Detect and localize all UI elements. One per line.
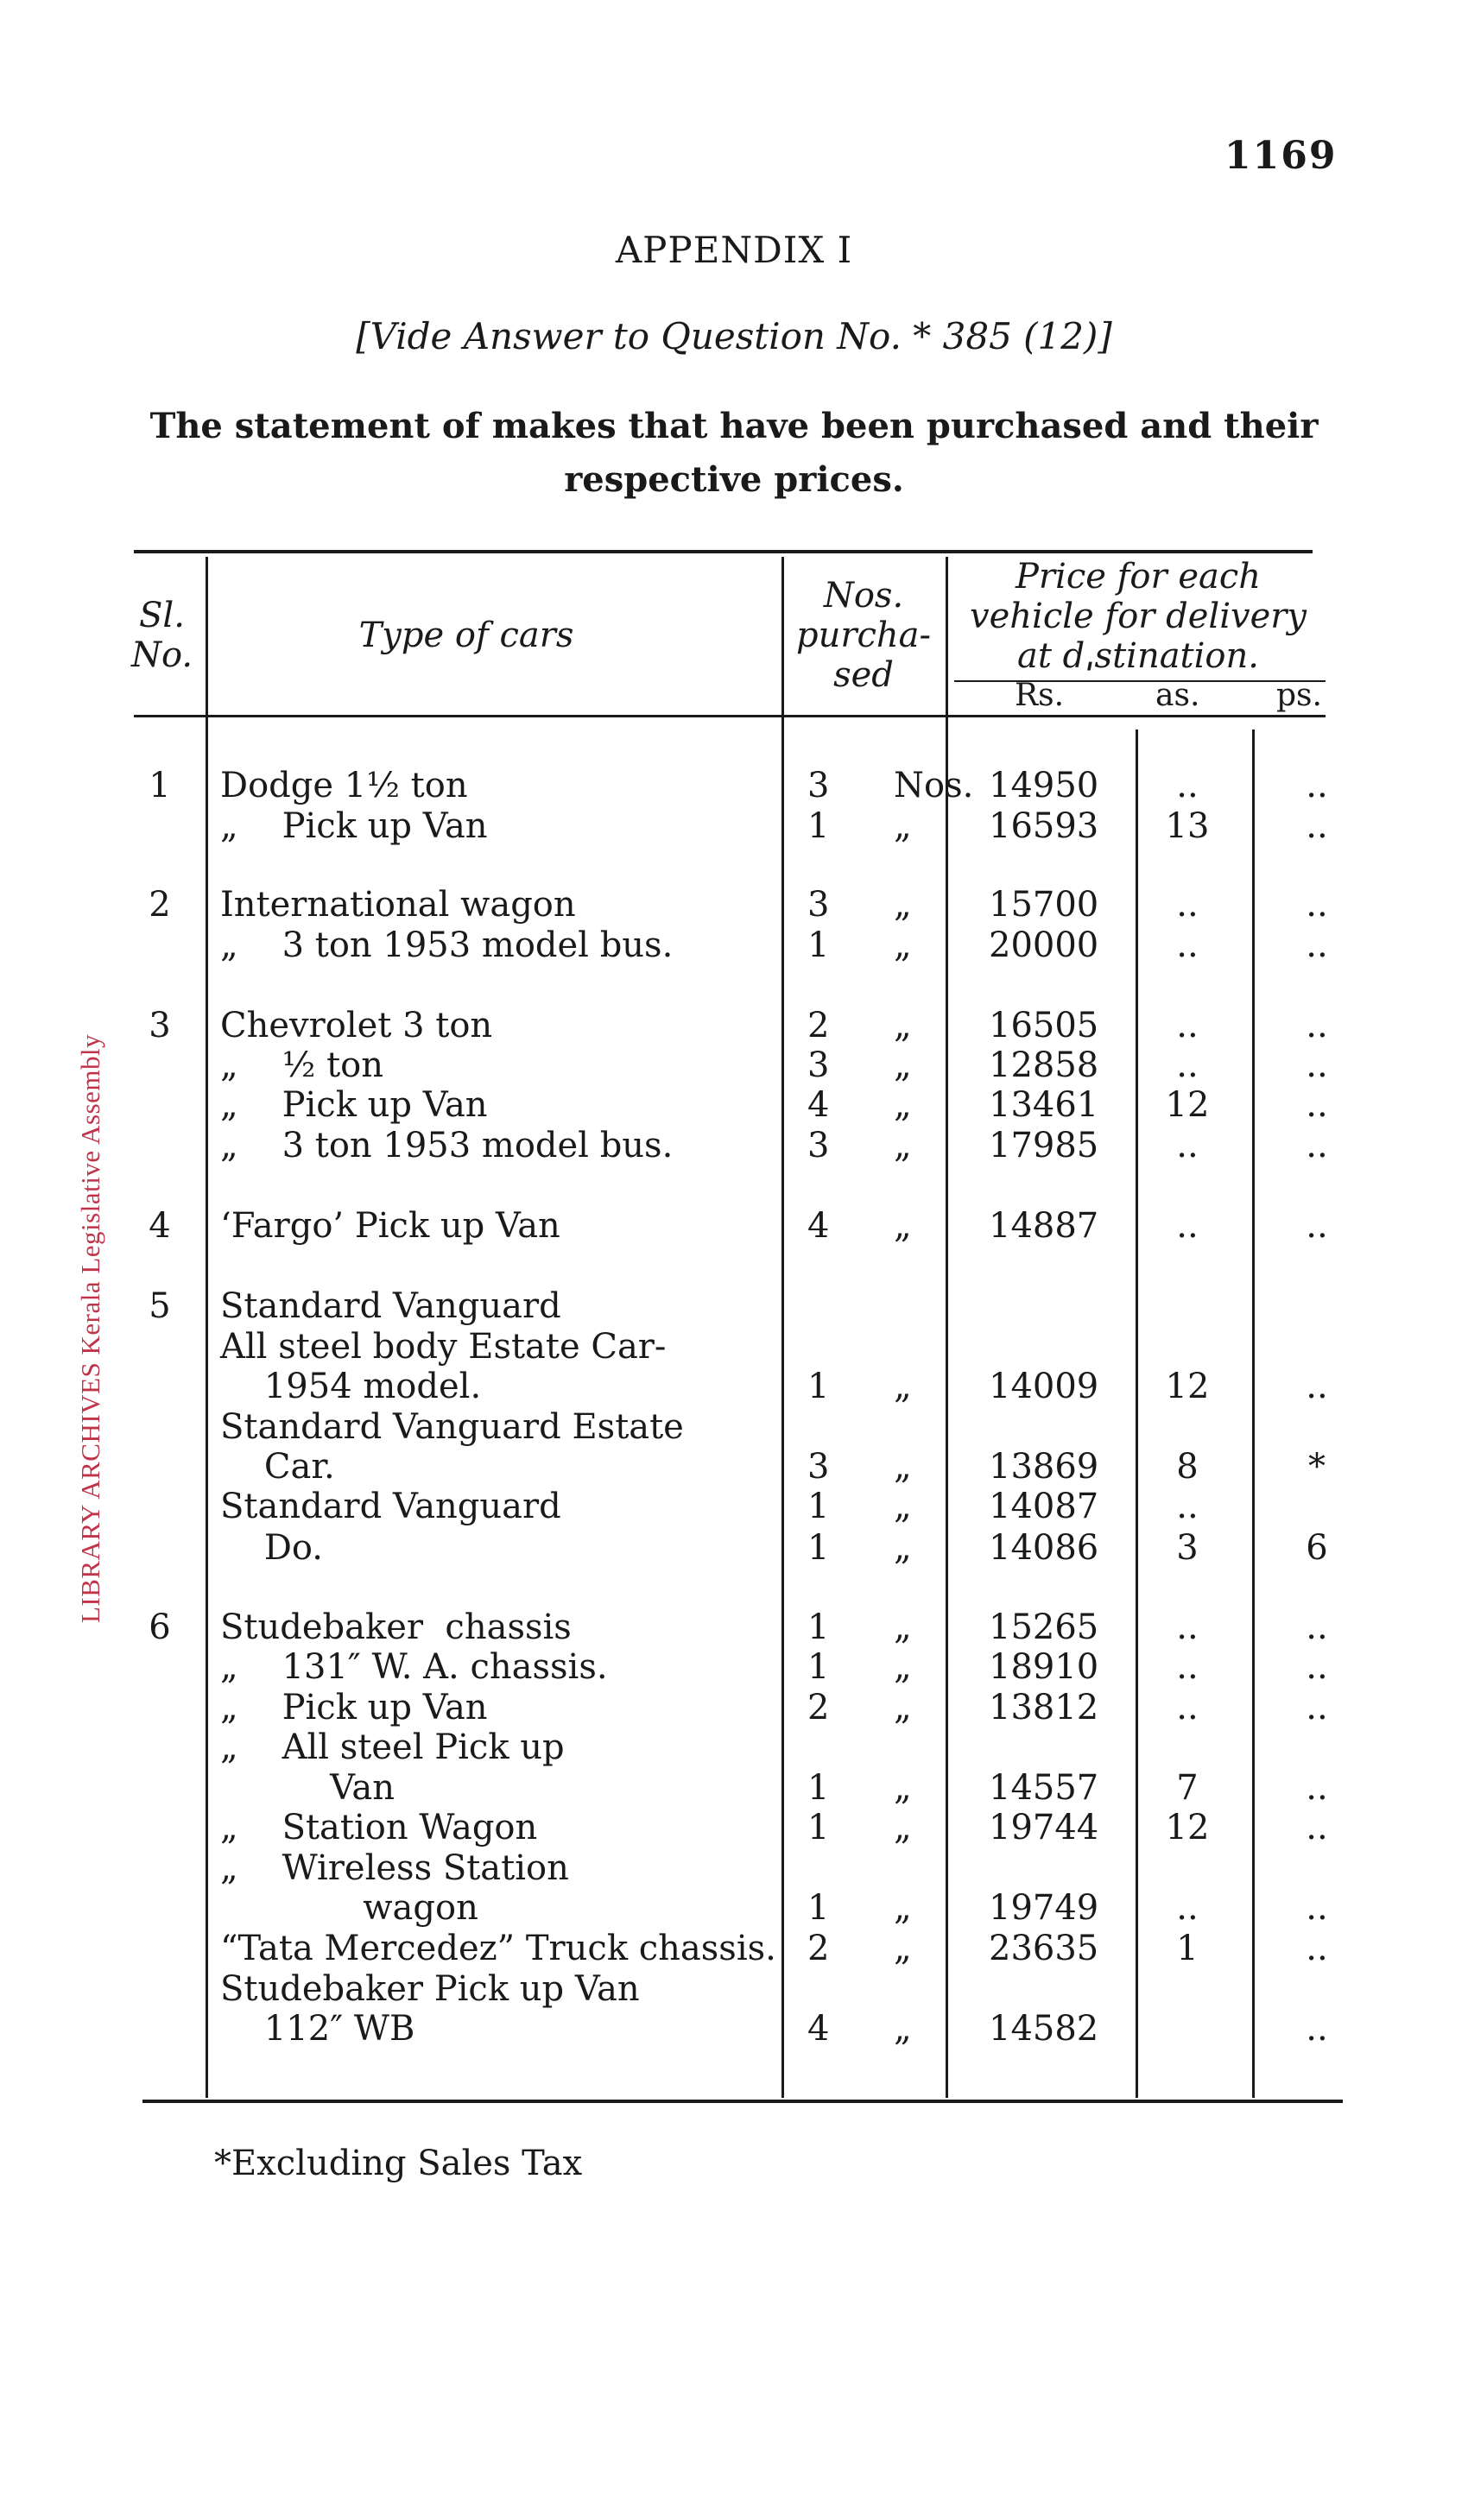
header-price-line2: vehicle for delivery bbox=[970, 597, 1307, 636]
car-type-cell: „ Wireless Station bbox=[220, 1848, 569, 1888]
car-type-cell: „ 131″ W. A. chassis. bbox=[220, 1647, 608, 1687]
price-ps-cell: .. bbox=[1306, 1126, 1328, 1165]
nos-quantity-cell: 1 bbox=[807, 1888, 830, 1928]
price-ps-cell: .. bbox=[1306, 1367, 1328, 1406]
price-rs-cell: 16593 bbox=[989, 806, 1099, 846]
price-rs-cell: 14582 bbox=[989, 2009, 1099, 2049]
sl-no-cell: 6 bbox=[149, 1607, 171, 1647]
price-as-cell: 7 bbox=[1176, 1768, 1199, 1808]
nos-unit-cell: „ bbox=[894, 806, 912, 846]
nos-unit-cell: „ bbox=[894, 1006, 912, 1045]
price-rs-cell: 19749 bbox=[989, 1888, 1099, 1928]
nos-quantity-cell: 3 bbox=[807, 766, 830, 805]
price-rs-cell: 14087 bbox=[989, 1487, 1099, 1526]
price-ps-cell: 6 bbox=[1306, 1528, 1328, 1568]
nos-quantity-cell: 1 bbox=[807, 1768, 830, 1808]
nos-quantity-cell: 2 bbox=[807, 1688, 830, 1727]
price-ps-cell: .. bbox=[1306, 1929, 1328, 1968]
price-as-cell: 13 bbox=[1165, 806, 1210, 846]
car-type-cell: Van bbox=[220, 1768, 395, 1808]
car-type-cell: Do. bbox=[220, 1528, 324, 1568]
car-type-cell: „ 3 ton 1953 model bus. bbox=[220, 925, 674, 965]
car-type-cell: International wagon bbox=[220, 885, 576, 925]
price-as-cell: .. bbox=[1176, 766, 1199, 805]
header-nos bbox=[781, 576, 946, 695]
price-ps-cell: .. bbox=[1306, 1647, 1328, 1687]
sl-no-cell: 1 bbox=[149, 766, 171, 805]
price-rs-cell: 13869 bbox=[989, 1447, 1099, 1487]
nos-quantity-cell: 3 bbox=[807, 1447, 830, 1487]
nos-unit-cell: „ bbox=[894, 1888, 912, 1928]
price-rs-cell: 14950 bbox=[989, 766, 1099, 805]
col-divider-2 bbox=[781, 557, 784, 2098]
nos-quantity-cell: 3 bbox=[807, 1126, 830, 1165]
price-as-cell: .. bbox=[1176, 1006, 1199, 1045]
car-type-cell: Standard Vanguard Estate bbox=[220, 1407, 684, 1447]
nos-quantity-cell: 2 bbox=[807, 1929, 830, 1968]
header-price-line3: at dˌstination. bbox=[1017, 636, 1259, 676]
car-type-cell: Studebaker chassis bbox=[220, 1607, 572, 1647]
nos-unit-cell: „ bbox=[894, 1528, 912, 1568]
nos-quantity-cell: 1 bbox=[807, 806, 830, 846]
col-divider-4 bbox=[1136, 729, 1138, 2098]
car-type-cell: 1954 model. bbox=[220, 1367, 482, 1406]
price-ps-cell: .. bbox=[1306, 2009, 1328, 2049]
price-as-cell: .. bbox=[1176, 1206, 1199, 1246]
nos-unit-cell: „ bbox=[894, 1367, 912, 1406]
nos-unit-cell: „ bbox=[894, 1808, 912, 1847]
price-as-cell: .. bbox=[1176, 1607, 1199, 1647]
footnote: *Excluding Sales Tax bbox=[214, 2144, 583, 2183]
nos-unit-cell: „ bbox=[894, 1929, 912, 1968]
nos-quantity-cell: 1 bbox=[807, 1367, 830, 1406]
header-rs: Rs. bbox=[1015, 678, 1065, 713]
col-divider-1 bbox=[206, 557, 208, 2098]
price-ps-cell: .. bbox=[1306, 1768, 1328, 1808]
statement-line-2: respective prices. bbox=[564, 459, 904, 500]
vide-reference: [Vide Answer to Question No. * 385 (12)] bbox=[356, 315, 1112, 357]
price-rs-cell: 18910 bbox=[989, 1647, 1099, 1687]
price-rs-cell: 16505 bbox=[989, 1006, 1099, 1045]
price-rs-cell: 15265 bbox=[989, 1607, 1099, 1647]
table-bottom-rule bbox=[142, 2100, 1343, 2103]
price-rs-cell: 14557 bbox=[989, 1768, 1099, 1808]
car-type-cell: 112″ WB bbox=[220, 2009, 415, 2049]
price-rs-cell: 15700 bbox=[989, 885, 1099, 925]
nos-quantity-cell: 1 bbox=[807, 1528, 830, 1568]
header-nos-line1: Nos. bbox=[823, 576, 904, 616]
nos-quantity-cell: 3 bbox=[807, 1045, 830, 1085]
nos-unit-cell: Nos. bbox=[894, 766, 974, 805]
price-rs-cell: 20000 bbox=[989, 925, 1099, 965]
header-sl bbox=[130, 596, 194, 675]
price-as-cell: 12 bbox=[1165, 1367, 1210, 1406]
header-nos-line3: sed bbox=[833, 655, 894, 695]
price-as-cell: .. bbox=[1176, 1888, 1199, 1928]
nos-quantity-cell: 2 bbox=[807, 1006, 830, 1045]
price-ps-cell: .. bbox=[1306, 1808, 1328, 1847]
sl-no-cell: 3 bbox=[149, 1006, 171, 1045]
car-type-cell: “Tata Mercedez” Truck chassis. bbox=[220, 1929, 776, 1968]
price-ps-cell: .. bbox=[1306, 806, 1328, 846]
price-as-cell: .. bbox=[1176, 1647, 1199, 1687]
appendix-title: APPENDIX I bbox=[615, 229, 853, 271]
price-rs-cell: 17985 bbox=[989, 1126, 1099, 1165]
price-as-cell: .. bbox=[1176, 885, 1199, 925]
nos-unit-cell: „ bbox=[894, 2009, 912, 2049]
price-rs-cell: 14086 bbox=[989, 1528, 1099, 1568]
nos-quantity-cell: 1 bbox=[807, 1487, 830, 1526]
car-type-cell: „ Pick up Van bbox=[220, 1085, 488, 1125]
car-type-cell: „ Station Wagon bbox=[220, 1808, 538, 1847]
car-type-cell: Studebaker Pick up Van bbox=[220, 1969, 640, 2009]
table-top-rule bbox=[134, 550, 1313, 553]
price-as-cell: .. bbox=[1176, 1126, 1199, 1165]
price-ps-cell: .. bbox=[1306, 885, 1328, 925]
price-rs-cell: 13461 bbox=[989, 1085, 1099, 1125]
price-rs-cell: 23635 bbox=[989, 1929, 1099, 1968]
page-number: 1169 bbox=[1224, 134, 1338, 178]
nos-quantity-cell: 4 bbox=[807, 1085, 830, 1125]
price-as-cell: .. bbox=[1176, 1487, 1199, 1526]
car-type-cell: Standard Vanguard bbox=[220, 1286, 561, 1326]
car-type-cell: Standard Vanguard bbox=[220, 1487, 561, 1526]
header-nos-line2: purcha- bbox=[795, 616, 931, 655]
price-as-cell: 3 bbox=[1176, 1528, 1199, 1568]
car-type-cell: „ 3 ton 1953 model bus. bbox=[220, 1126, 674, 1165]
car-type-cell: Car. bbox=[220, 1447, 335, 1487]
price-ps-cell: .. bbox=[1306, 1006, 1328, 1045]
price-rs-cell: 13812 bbox=[989, 1688, 1099, 1727]
car-type-cell: „ ½ ton bbox=[220, 1045, 383, 1085]
header-sl-line2: No. bbox=[130, 635, 193, 675]
price-ps-cell: .. bbox=[1306, 1085, 1328, 1125]
price-ps-cell: .. bbox=[1306, 1607, 1328, 1647]
nos-unit-cell: „ bbox=[894, 1647, 912, 1687]
nos-quantity-cell: 3 bbox=[807, 885, 830, 925]
price-rs-cell: 19744 bbox=[989, 1808, 1099, 1847]
header-price bbox=[948, 557, 1328, 676]
price-as-cell: .. bbox=[1176, 1688, 1199, 1727]
price-ps-cell: .. bbox=[1306, 1888, 1328, 1928]
price-ps-cell: .. bbox=[1306, 925, 1328, 965]
nos-unit-cell: „ bbox=[894, 1487, 912, 1526]
car-type-cell: All steel body Estate Car- bbox=[220, 1327, 667, 1367]
nos-unit-cell: „ bbox=[894, 1085, 912, 1125]
car-type-cell: Chevrolet 3 ton bbox=[220, 1006, 493, 1045]
col-divider-5 bbox=[1252, 729, 1255, 2098]
nos-unit-cell: „ bbox=[894, 1447, 912, 1487]
header-ps: ps. bbox=[1276, 678, 1322, 713]
price-ps-cell: .. bbox=[1306, 766, 1328, 805]
nos-quantity-cell: 4 bbox=[807, 2009, 830, 2049]
header-type: Type of cars bbox=[358, 616, 574, 655]
car-type-cell: Dodge 1½ ton bbox=[220, 766, 468, 805]
nos-quantity-cell: 1 bbox=[807, 1607, 830, 1647]
nos-unit-cell: „ bbox=[894, 1126, 912, 1165]
price-rs-cell: 12858 bbox=[989, 1045, 1099, 1085]
price-as-cell: .. bbox=[1176, 925, 1199, 965]
car-type-cell: „ Pick up Van bbox=[220, 1688, 488, 1727]
nos-quantity-cell: 1 bbox=[807, 1647, 830, 1687]
nos-unit-cell: „ bbox=[894, 1688, 912, 1727]
price-as-cell: 12 bbox=[1165, 1085, 1210, 1125]
price-as-cell: 1 bbox=[1176, 1929, 1199, 1968]
car-type-cell: wagon bbox=[220, 1888, 478, 1928]
nos-quantity-cell: 1 bbox=[807, 925, 830, 965]
sl-no-cell: 2 bbox=[149, 885, 171, 925]
sl-no-cell: 4 bbox=[149, 1206, 171, 1246]
car-type-cell: „ Pick up Van bbox=[220, 806, 488, 846]
nos-quantity-cell: 1 bbox=[807, 1808, 830, 1847]
nos-unit-cell: „ bbox=[894, 885, 912, 925]
price-ps-cell: * bbox=[1308, 1447, 1326, 1487]
nos-unit-cell: „ bbox=[894, 1607, 912, 1647]
price-rs-cell: 14887 bbox=[989, 1206, 1099, 1246]
price-rs-cell: 14009 bbox=[989, 1367, 1099, 1406]
nos-unit-cell: „ bbox=[894, 1206, 912, 1246]
car-type-cell: ‘Fargo’ Pick up Van bbox=[220, 1206, 560, 1246]
archive-watermark: LIBRARY ARCHIVES Kerala Legislative Assembly bbox=[75, 1033, 105, 1623]
price-ps-cell: .. bbox=[1306, 1688, 1328, 1727]
price-as-cell: 8 bbox=[1176, 1447, 1199, 1487]
price-ps-cell: .. bbox=[1306, 1045, 1328, 1085]
statement-line-1: The statement of makes that have been purchased and their bbox=[149, 406, 1319, 446]
price-ps-cell: .. bbox=[1306, 1206, 1328, 1246]
rs-rule bbox=[954, 680, 1326, 682]
car-type-cell: „ All steel Pick up bbox=[220, 1727, 565, 1767]
header-price-line1: Price for each bbox=[1015, 557, 1262, 597]
header-bottom-rule bbox=[134, 715, 1326, 717]
header-as: as. bbox=[1155, 678, 1200, 713]
nos-quantity-cell: 4 bbox=[807, 1206, 830, 1246]
sl-no-cell: 5 bbox=[149, 1286, 171, 1326]
price-as-cell: 12 bbox=[1165, 1808, 1210, 1847]
nos-unit-cell: „ bbox=[894, 1768, 912, 1808]
nos-unit-cell: „ bbox=[894, 925, 912, 965]
nos-unit-cell: „ bbox=[894, 1045, 912, 1085]
header-sl-line1: Sl. bbox=[139, 596, 185, 635]
price-as-cell: .. bbox=[1176, 1045, 1199, 1085]
